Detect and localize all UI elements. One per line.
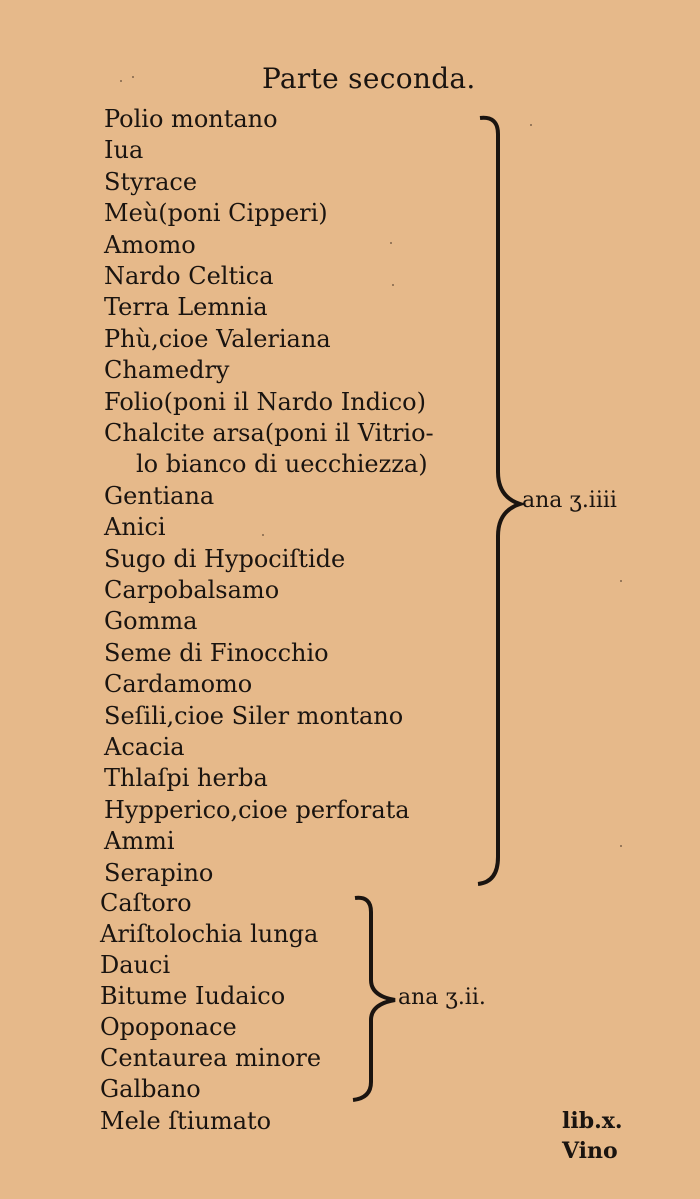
ingredient-item: Chalcite arsa(poni il Vitrio- xyxy=(104,419,434,447)
ingredient-item: Hypperico,cioe perforata xyxy=(104,795,410,824)
paper-speck xyxy=(262,534,264,536)
ingredient-item: Gomma xyxy=(104,607,198,636)
ingredient-item: Phù,cioe Valeriana xyxy=(104,324,331,353)
ingredient-item: Ammi xyxy=(104,827,175,856)
paper-speck xyxy=(620,580,622,582)
paper-speck xyxy=(620,845,622,847)
ingredient-item: Seme di Finocchio xyxy=(104,638,329,667)
running-head: Parte seconda. xyxy=(262,62,476,95)
catchword: Vino xyxy=(562,1138,618,1164)
ingredient-item: Terra Lemnia xyxy=(104,293,268,322)
dose-group-1: ana ʒ.iiii xyxy=(522,488,617,513)
paper-speck xyxy=(132,76,134,78)
ingredient-item: Serapino xyxy=(104,858,214,887)
side-note: lib.x. xyxy=(562,1108,623,1134)
paper-speck xyxy=(390,242,392,244)
ingredient-item: Carpobalsamo xyxy=(104,576,280,604)
brace-group-1 xyxy=(470,112,530,892)
paper-speck xyxy=(530,124,532,126)
ingredient-item: Gentiana xyxy=(104,481,215,510)
ingredient-item: Polio montano xyxy=(104,105,278,133)
ingredient-item: Ariſtolochia lunga xyxy=(100,920,319,948)
ingredient-item: Folio(poni il Nardo Indico) xyxy=(104,387,426,416)
ingredient-item: Opoponace xyxy=(100,1013,237,1041)
ingredient-item: lo bianco di uecchiezza) xyxy=(136,450,428,479)
ingredient-item: Sugo di Hypociſtide xyxy=(104,544,346,573)
ingredient-item: Nardo Celtica xyxy=(104,262,274,290)
ingredient-item: Anici xyxy=(104,513,166,542)
ingredient-item: Iua xyxy=(104,136,144,165)
last-ingredient: Mele ſtiumato xyxy=(100,1107,272,1135)
ingredient-item: Thlaſpi herba xyxy=(104,764,268,793)
ingredient-item: Seſili,cioe Siler montano xyxy=(104,701,404,730)
ingredient-item: Centaurea minore xyxy=(100,1044,322,1072)
ingredient-item: Dauci xyxy=(100,951,171,979)
ingredient-item: Cardamomo xyxy=(104,670,253,699)
paper-speck xyxy=(392,284,394,286)
ingredient-item: Chamedry xyxy=(104,356,230,385)
ingredient-item: Amomo xyxy=(104,230,196,259)
dose-group-2: ana ʒ.ii. xyxy=(398,985,486,1010)
brace-group-2 xyxy=(345,892,405,1107)
ingredient-item: Acacia xyxy=(104,733,185,761)
ingredient-item: Styrace xyxy=(104,167,198,196)
ingredient-item: Caſtoro xyxy=(100,889,192,917)
paper-speck xyxy=(120,80,122,82)
ingredient-item: Galbano xyxy=(100,1075,201,1103)
ingredient-item: Bitume Iudaico xyxy=(100,982,286,1010)
ingredient-item: Meù(poni Cipperi) xyxy=(104,199,328,228)
